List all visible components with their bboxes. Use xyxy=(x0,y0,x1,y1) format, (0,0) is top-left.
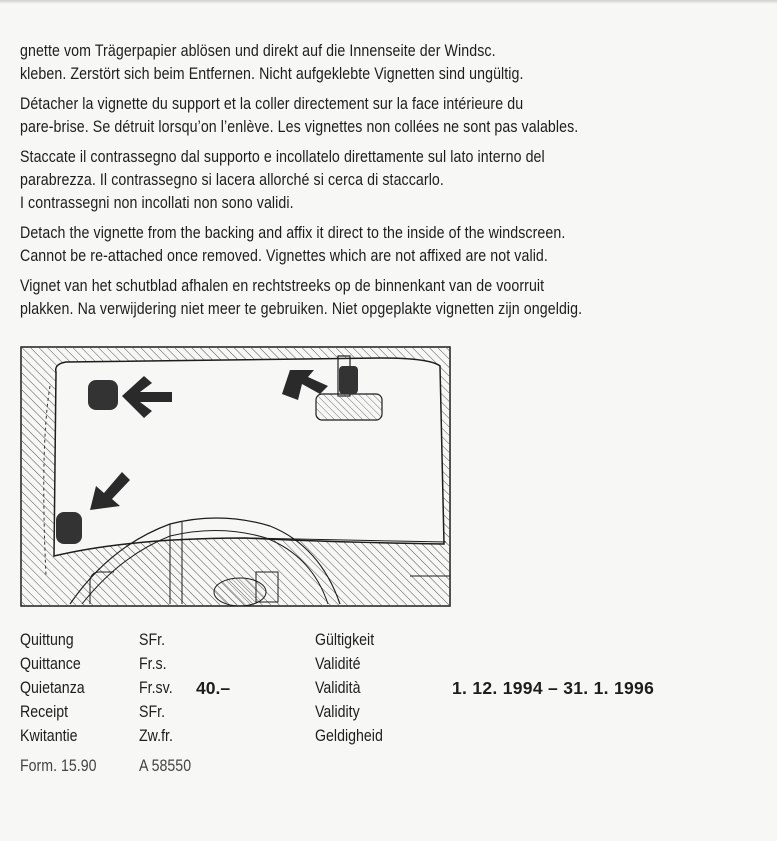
currency-label: Zw.fr. xyxy=(139,727,173,745)
instruction-line: pare-brise. Se détruit lorsqu’on l’enlève. Les vignettes non collées ne sont pas valables. xyxy=(20,118,579,136)
receipt-label: Kwitantie xyxy=(20,727,78,745)
instructions xyxy=(20,40,740,328)
receipt-label: Quietanza xyxy=(20,679,85,697)
currency-label: Fr.s. xyxy=(139,655,167,673)
instruction-line: Détacher la vignette du support et la coller directement sur la face intérieure du xyxy=(20,95,524,113)
vignette-position-top-right xyxy=(339,366,358,394)
serial-number: A 58550 xyxy=(139,757,192,775)
validity-label: Geldigheid xyxy=(315,727,383,745)
instruction-line: gnette vom Trägerpapier ablösen und direkt auf die Innenseite der Windsc. xyxy=(20,42,496,60)
validity-range: 1. 12. 1994 – 31. 1. 1996 xyxy=(452,678,655,698)
instruction-line: Vignet van het schutblad afhalen en rechtstreeks op de binnenkant van de voorruit xyxy=(20,277,545,295)
instruction-de xyxy=(20,40,740,86)
receipt-label: Quittance xyxy=(20,655,81,673)
top-edge xyxy=(0,0,777,4)
validity-label: Validità xyxy=(315,679,361,697)
vignette-position-upper-left xyxy=(88,380,118,410)
receipt-label: Quittung xyxy=(20,631,74,649)
windscreen-diagram-svg xyxy=(20,346,452,608)
validity-label: Validity xyxy=(315,703,360,721)
instruction-line: parabrezza. Il contrassegno si lacera allorché si cerca di staccarlo. xyxy=(20,171,444,189)
form-number: Form. 15.90 xyxy=(20,757,97,775)
instruction-line: Staccate il contrassegno dal supporto e incollatelo direttamente sul lato interno del xyxy=(20,148,545,166)
instruction-it xyxy=(20,146,740,215)
currency-labels xyxy=(139,628,199,778)
validity-labels xyxy=(315,628,435,748)
validity-label: Gültigkeit xyxy=(315,631,375,649)
instruction-nl xyxy=(20,275,740,321)
instruction-line: I contrassegni non incollati non sono validi. xyxy=(20,194,294,212)
currency-label: Fr.sv. xyxy=(139,679,173,697)
instruction-line: Cannot be re-attached once removed. Vignettes which are not affixed are not valid. xyxy=(20,247,548,265)
vignette-position-lower-left xyxy=(56,512,82,544)
currency-label: SFr. xyxy=(139,631,166,649)
currency-label: SFr. xyxy=(139,703,166,721)
receipt-label: Receipt xyxy=(20,703,69,721)
instruction-line: kleben. Zerstört sich beim Entfernen. Nicht aufgeklebte Vignetten sind ungültig. xyxy=(20,65,524,83)
instruction-fr xyxy=(20,93,740,139)
instruction-line: Detach the vignette from the backing and affix it direct to the inside of the windscreen. xyxy=(20,224,566,242)
windscreen-diagram xyxy=(20,346,452,613)
rear-mirror xyxy=(316,394,382,420)
instruction-en xyxy=(20,222,740,268)
receipt-labels xyxy=(20,628,138,778)
price-value: 40.– xyxy=(196,678,231,698)
instruction-line: plakken. Na verwijdering niet meer te gebruiken. Niet opgeplakte vignetten zijn ongeldig. xyxy=(20,300,583,318)
validity-label: Validité xyxy=(315,655,361,673)
